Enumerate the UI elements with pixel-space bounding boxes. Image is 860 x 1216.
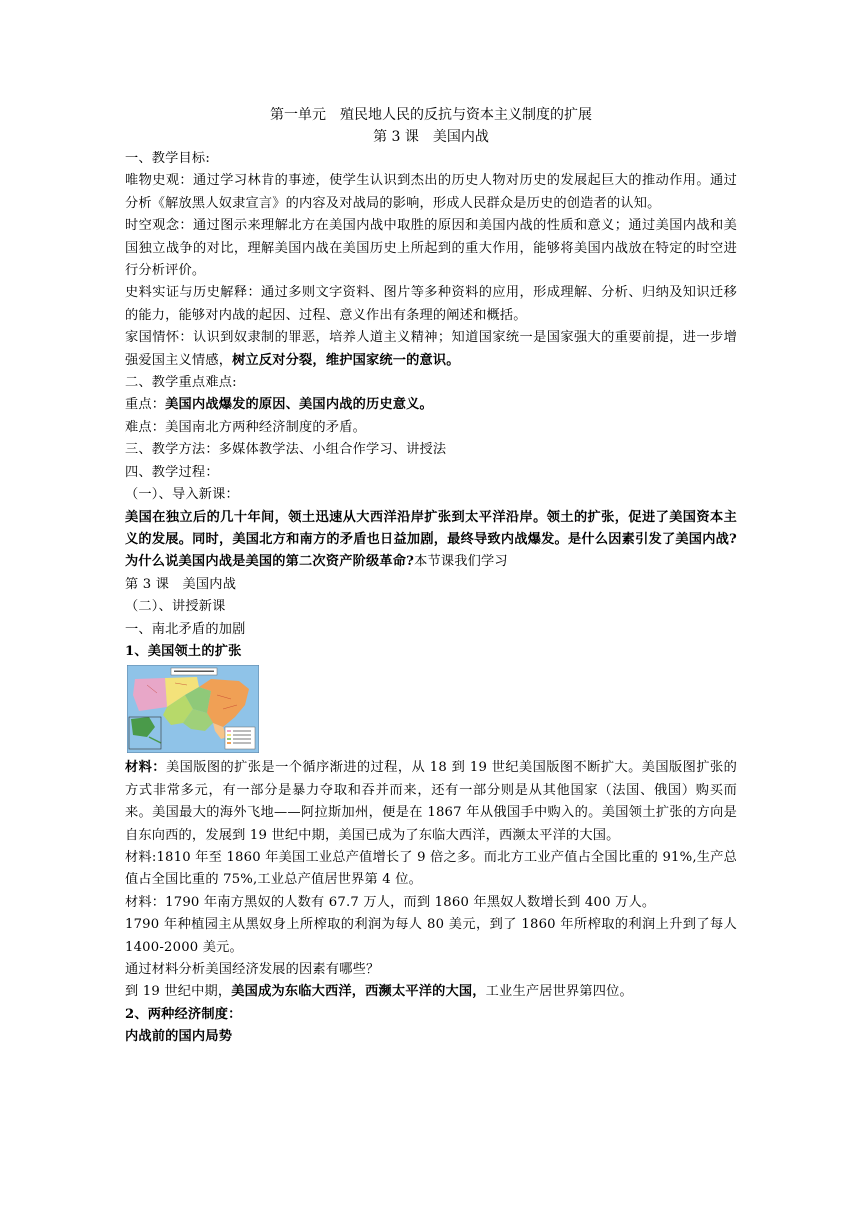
objective-materialism: 唯物史观：通过学习林肯的事迹，使学生认识到杰出的历史人物对历史的发展起巨大的推动作用。通过分析《解放黑人奴隶宣言》的内容及对战局的影响，形成人民群众是历史的创造者的认知。 [125, 173, 737, 211]
keypoint-focus [125, 394, 737, 416]
answer-prefix: 到 19 世纪中期， [125, 984, 232, 1000]
analysis-question: 通过材料分析美国经济发展的因素有哪些？ [125, 962, 380, 977]
material-territory-text: 美国版图的扩张是一个循序渐进的过程，从 18 到 19 世纪美国版图不断扩大。美国版图扩张的方式非常多元，有一部分是暴力夺取和吞并而来，还有一部分则是从其他国家（法国、俄国）购买而来。美国最大的海外飞地——阿拉斯加州，便是在 1867 年从俄国手中购入的。美国领土扩张的方向是自东向西的，发展到 19 世纪中期，美国已成为了东临大西洋，西濒太平洋的大国。 [125, 760, 737, 843]
objective-patriotism-text: 家国情怀：认识到奴隶制的罪恶，培养人道主义精神；知道国家统一是国家强大的重要前提，进一步增强爱国主义情感， [125, 330, 737, 368]
intro-bold-text: 美国在独立后的几十年间，领土迅速从大西洋沿岸扩张到太平洋沿岸。领土的扩张，促进了美国资本主义的发展。同时，美国北方和南方的矛盾也日益加剧，最终导致内战爆发。是什么因素引发了美国内战?为什么说美国内战是美国的第二次资产阶级革命? [125, 509, 737, 570]
document-page [125, 104, 737, 1049]
objective-patriotism [125, 327, 737, 372]
answer-suffix: 工业生产居世界第四位。 [485, 984, 633, 1000]
objective-evidence: 史料实证与历史解释：通过多则文字资料、图片等多种资料的应用，形成理解、分析、归纳及知识迁移的能力，能够对内战的起因、过程、意义作出有条理的阐述和概括。 [125, 285, 737, 323]
material-profits: 1790 年种植园主从黑奴身上所榨取的利润为每人 80 美元，到了 1860 年所榨取的利润上升到了每人 1400-2000 美元。 [125, 917, 737, 955]
material-label: 材料： [125, 760, 166, 776]
teach-heading: （二）、讲授新课 [125, 599, 226, 615]
keypoints-heading: 二、教学重点难点: [125, 375, 237, 391]
objective-patriotism-bold: 树立反对分裂，维护国家统一的意识。 [232, 352, 460, 368]
unit-title: 第一单元 殖民地人民的反抗与资本主义制度的扩展 [270, 107, 592, 123]
material-territory [125, 757, 737, 847]
analysis-answer [125, 981, 737, 1003]
objectives-heading: 一、教学目标: [125, 151, 210, 166]
sub-heading-domestic: 内战前的国内局势 [125, 1029, 233, 1045]
material-slaves: 材料：1790 年南方黑奴的人数有 67.7 万人，而到 1860 年黑奴人数增长到 400 万人。 [125, 894, 656, 910]
lesson-title: 第 3 课 美国内战 [373, 129, 489, 145]
intro-lesson: 第 3 课 美国内战 [125, 576, 237, 592]
keypoint-focus-label: 重点： [125, 397, 166, 413]
intro-paragraph [125, 507, 737, 574]
sub-heading-territory: 1、美国领土的扩张 [125, 643, 242, 659]
sub-heading-economy: 2、两种经济制度： [125, 1006, 242, 1022]
section-heading-1: 一、南北矛盾的加剧 [125, 621, 246, 637]
keypoint-difficulty: 难点：美国南北方两种经济制度的矛盾。 [125, 419, 366, 435]
process-heading: 四、教学过程： [125, 464, 219, 480]
answer-bold: 美国成为东临大西洋，西濒太平洋的大国， [231, 984, 486, 1000]
methods-line: 三、教学方法：多媒体教学法、小组合作学习、讲授法 [125, 442, 447, 458]
intro-heading: （一）、导入新课： [125, 487, 239, 503]
keypoint-focus-text: 美国内战爆发的原因、美国内战的历史意义。 [165, 397, 433, 413]
objective-spacetime: 时空观念：通过图示来理解北方在美国内战中取胜的原因和美国内战的性质和意义；通过美国内战和美国独立战争的对比，理解美国内战在美国历史上所起到的重大作用，能够将美国内战放在特定的时空进行分析评价。 [125, 218, 737, 279]
material-industry: 材料:1810 年至 1860 年美国工业总产值增长了 9 倍之多。而北方工业产值占全国比重的 91%,生产总值占全国比重的 75%,工业总产值居世界第 4 位。 [125, 849, 737, 888]
us-territory-map-image [127, 665, 259, 753]
intro-tail-text: 本节课我们学习 [414, 554, 508, 570]
